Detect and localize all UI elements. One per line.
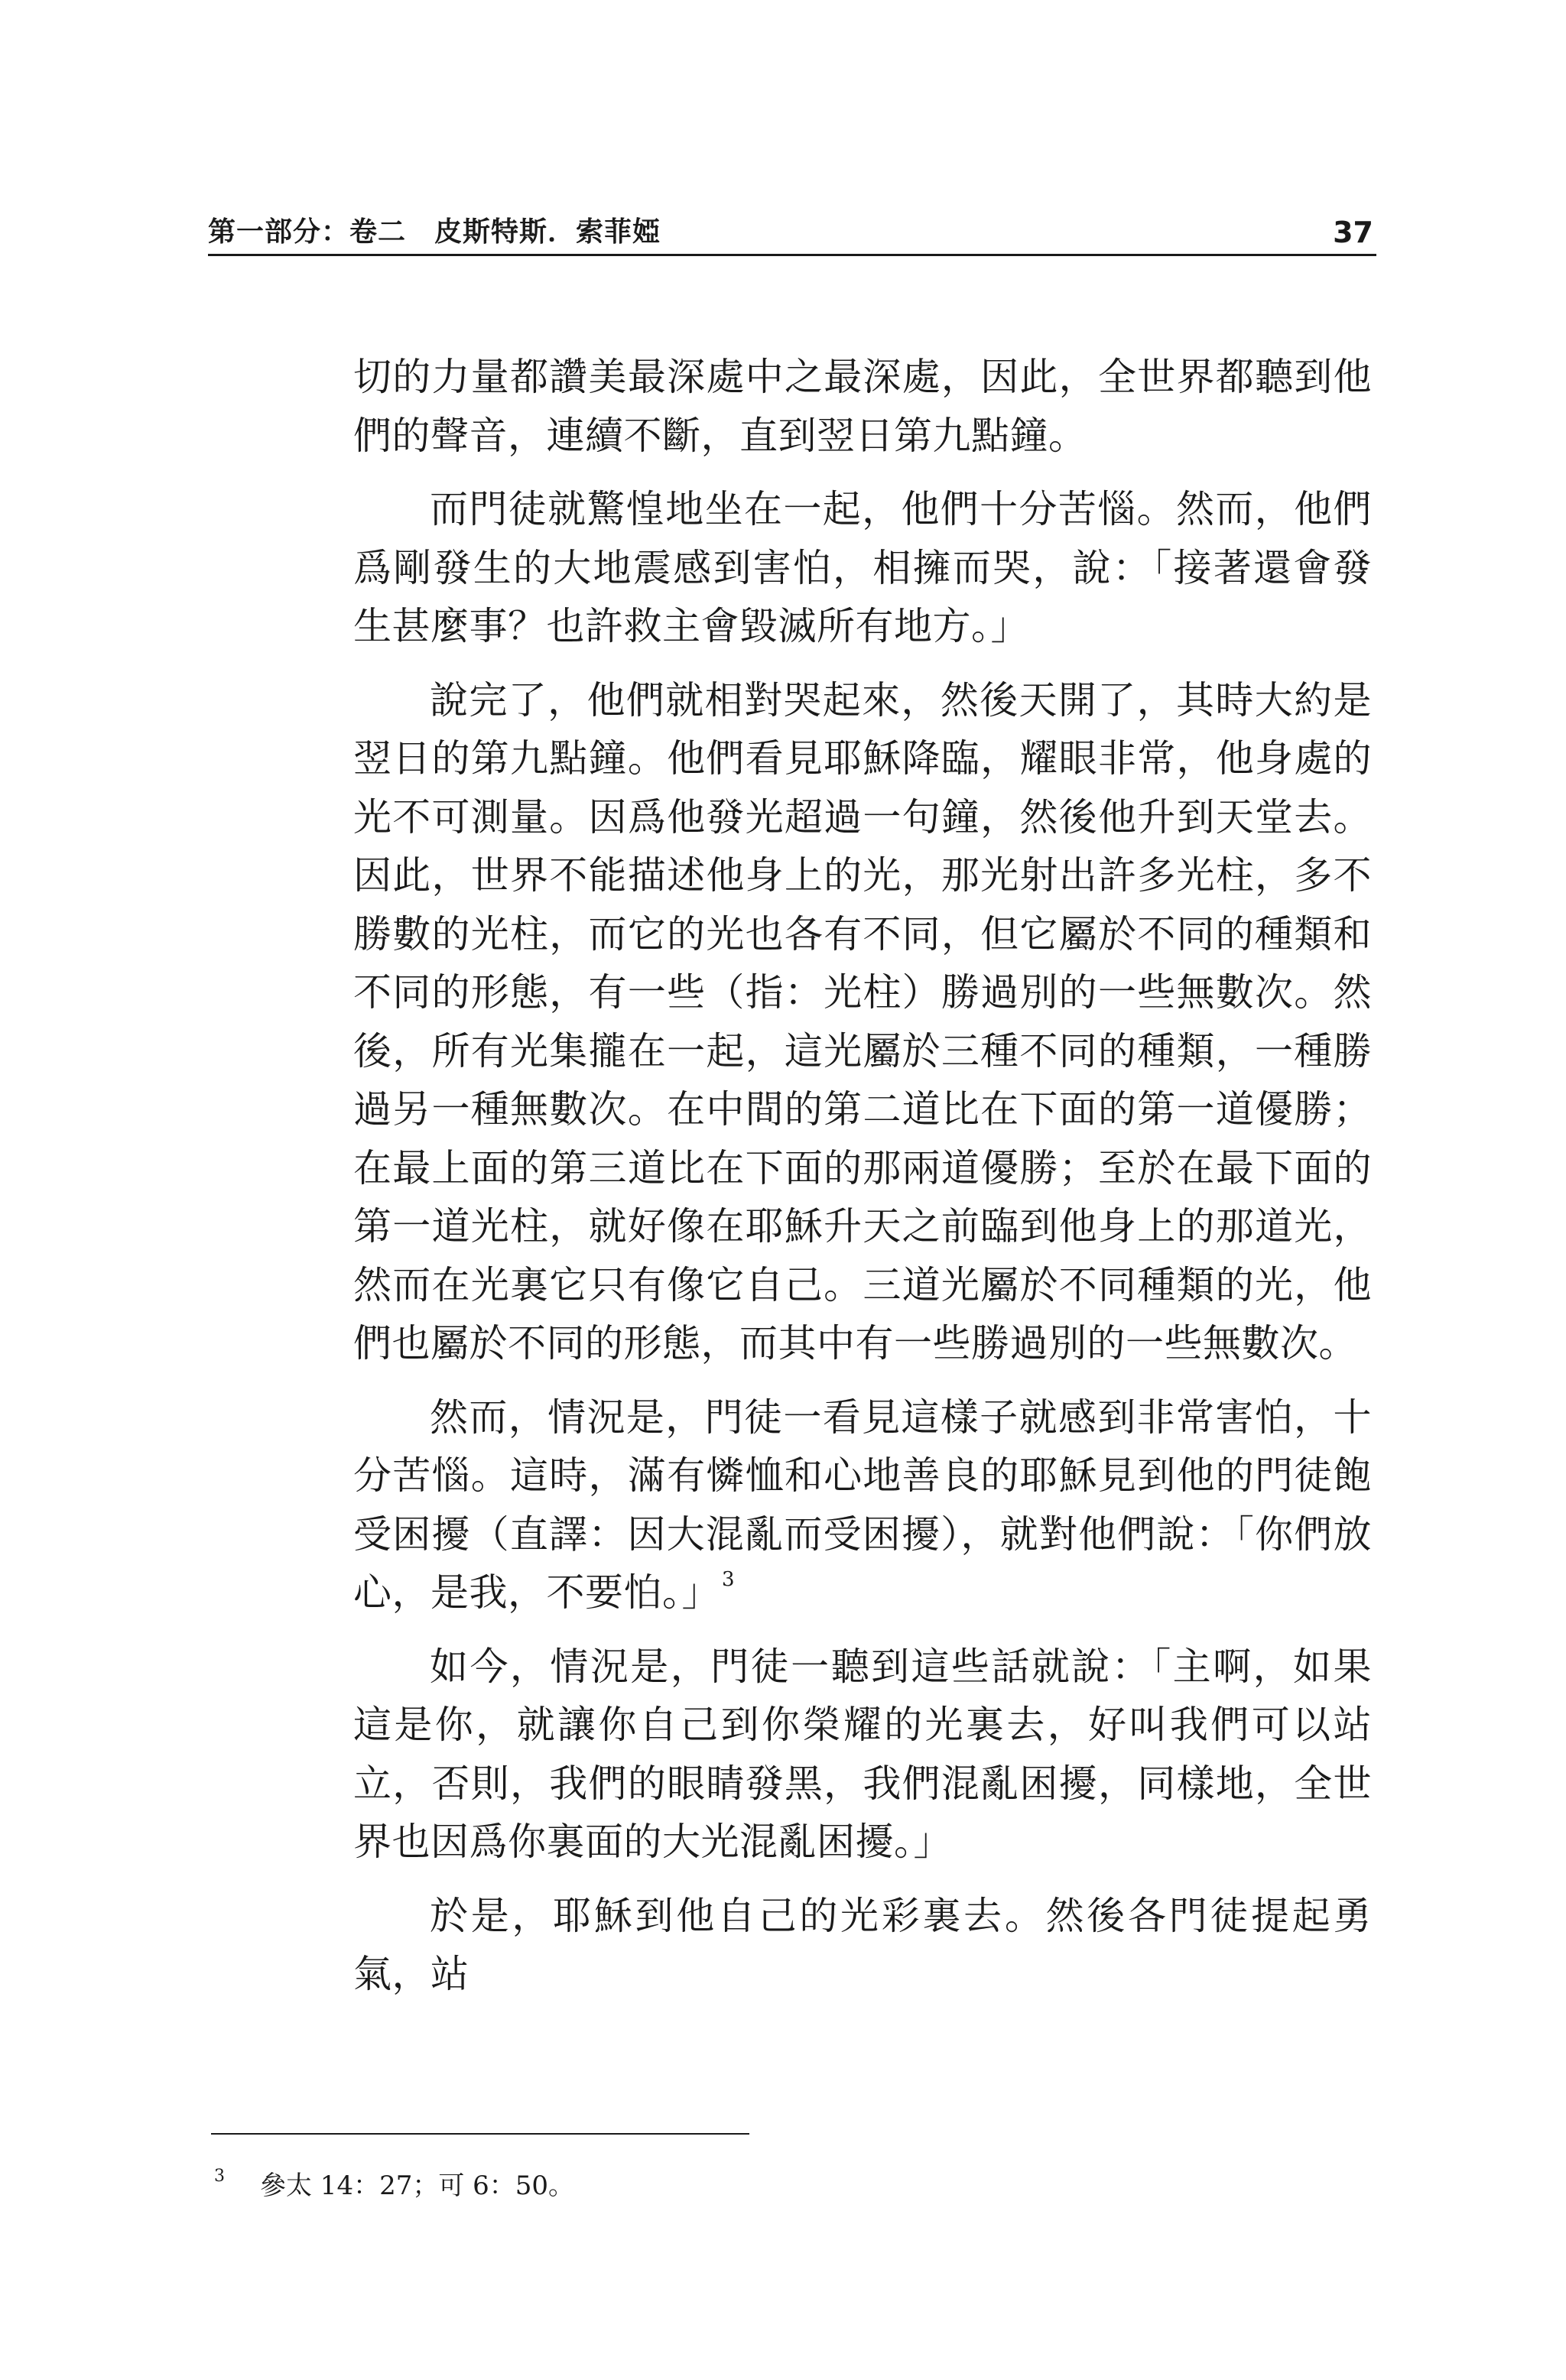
paragraph: 如今，情況是，門徒一聽到這些話就說：「主啊，如果這是你，就讓你自己到你榮耀的光裏去，好叫我們可以站立，否則，我們的眼睛發黑，我們混亂困擾，同樣地，全世界也因爲你裏面的大光混亂困擾。」 [353, 1644, 1372, 1864]
paragraph-with-footnote [353, 1388, 1372, 1622]
body-text [353, 348, 1372, 2004]
header-title: 第一部分：卷二 皮斯特斯．索菲婭 [208, 216, 661, 248]
running-header [208, 211, 1376, 256]
footnote-reference[interactable]: 3 [722, 1568, 736, 1591]
paragraph-text: 然而，情況是，門徒一看見這樣子就感到非常害怕，十分苦惱。這時，滿有憐恤和心地善良的耶穌見到他的門徒飽受困擾（直譯：因大混亂而受困擾），就對他們說：「你們放心，是我，不要怕。」 [353, 1395, 1372, 1615]
footnote-text: 參太 14：27；可 6：50。 [260, 2171, 575, 2201]
page-number: 37 [1333, 216, 1373, 249]
footnote-divider [211, 2133, 749, 2135]
paragraph: 切的力量都讚美最深處中之最深處，因此，全世界都聽到他們的聲音，連續不斷，直到翌日第九點鐘。 [353, 355, 1372, 458]
footnote-marker: 3 [214, 2167, 225, 2186]
paragraph: 說完了，他們就相對哭起來，然後天開了，其時大約是翌日的第九點鐘。他們看見耶穌降臨，耀眼非常，他身處的光不可測量。因爲他發光超過一句鐘，然後他升到天堂去。因此，世界不能描述他身上的光，那光射出許多光柱，多不勝數的光柱，而它的光也各有不同，但它屬於不同的種類和不同的形態，有一些（指：光柱）勝過別的一些無數次。然後，所有光集攏在一起，這光屬於三種不同的種類，一種勝過另一種無數次。在中間的第二道比在下面的第一道優勝；在最上面的第三道比在下面的那兩道優勝；至於在最下面的第一道光柱，就好像在耶穌升天之前臨到他身上的那道光，然而在光裏它只有像它自己。三道光屬於不同種類的光，他們也屬於不同的形態，而其中有一些勝過別的一些無數次。 [353, 677, 1372, 1365]
paragraph: 而門徒就驚惶地坐在一起，他們十分苦惱。然而，他們爲剛發生的大地震感到害怕，相擁而哭，說：「接著還會發生甚麼事？也許救主會毀滅所有地方。」 [353, 487, 1372, 648]
paragraph: 於是，耶穌到他自己的光彩裏去。然後各門徒提起勇氣，站 [353, 1893, 1372, 1996]
